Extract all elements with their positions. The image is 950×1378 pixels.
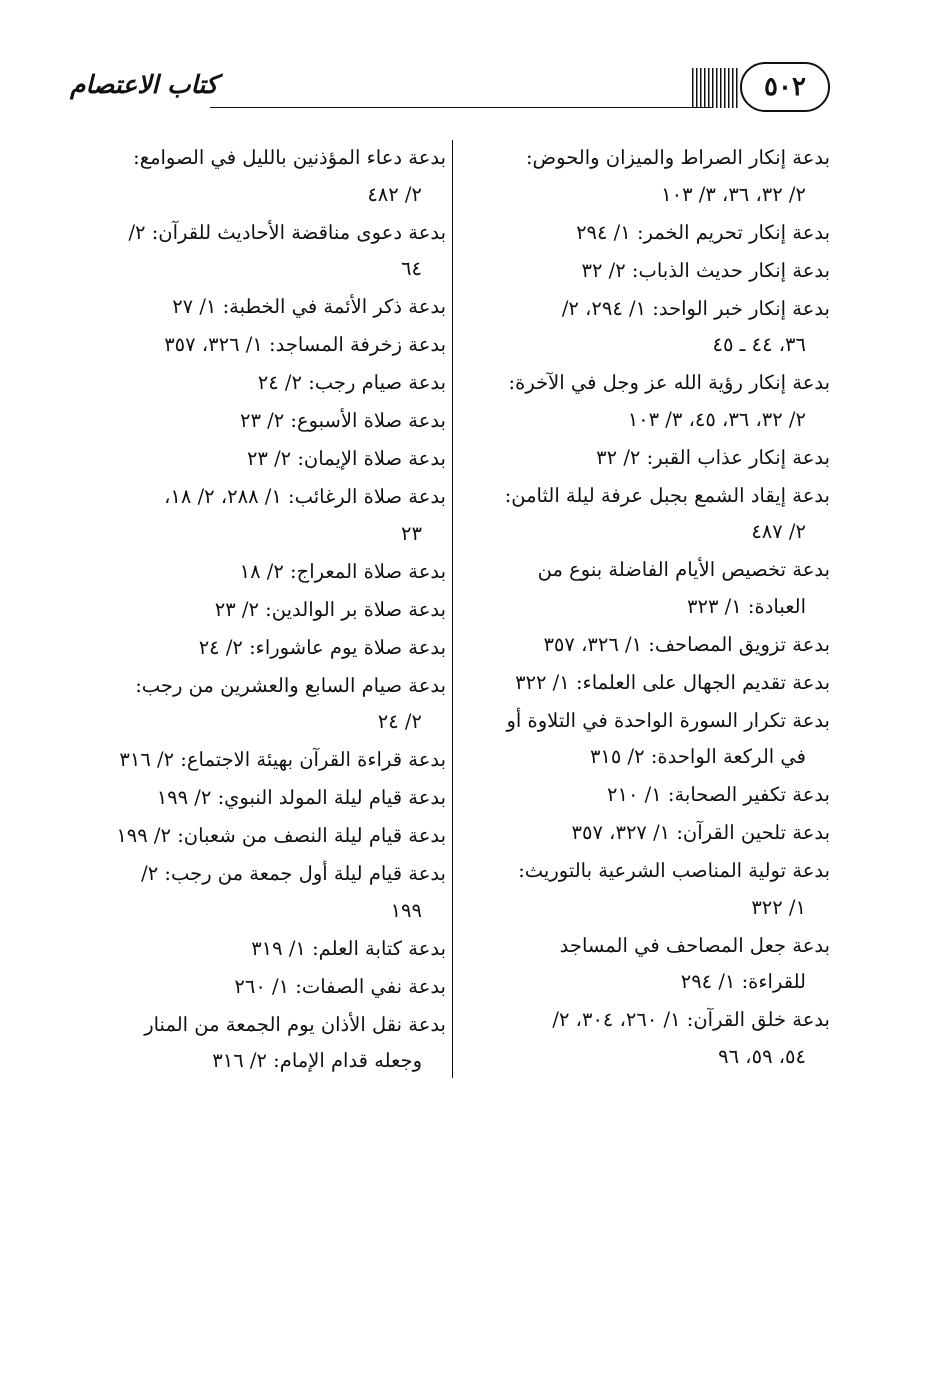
index-entry-text: بدعة خلق القرآن: ١/ ٢٦٠، ٣٠٤، ٢/: [552, 1008, 830, 1031]
index-entry: [452, 440, 830, 477]
index-entry: [68, 554, 446, 591]
index-entry-text: بدعة صلاة الإيمان: ٢/ ٢٣: [246, 447, 446, 470]
index-entry-continuation: ٢/ ٣٢، ٣٦، ٣/ ١٠٣: [661, 182, 806, 206]
index-entry: [68, 668, 446, 741]
index-entry-text: بدعة إنكار حديث الذباب: ٢/ ٣٢: [581, 258, 830, 282]
index-entry: [452, 215, 830, 252]
index-entry-text: بدعة زخرفة المساجد: ١/ ٣٢٦، ٣٥٧: [164, 333, 446, 356]
index-entry: [452, 928, 830, 1001]
index-entry-continuation: ٢/ ٤٨٢: [367, 182, 422, 206]
index-entry-text: بدعة تولية المناصب الشرعية بالتوريث:: [518, 859, 830, 882]
index-column-left: [68, 140, 446, 1081]
index-entry: [452, 815, 830, 852]
index-entry-text: بدعة قراءة القرآن بهيئة الاجتماع: ٢/ ٣١٦: [119, 748, 446, 771]
index-entry-text: بدعة قيام ليلة أول جمعة من رجب: ٢/: [141, 862, 446, 885]
index-entry-continuation: ٢/ ٣٢، ٣٦، ٤٥، ٣/ ١٠٣: [627, 407, 806, 431]
index-entry: [68, 1007, 446, 1080]
index-entry-text: بدعة كتابة العلم: ١/ ٣١٩: [251, 936, 446, 960]
index-entry-continuation: للقراءة: ١/ ٢٩٤: [680, 970, 806, 993]
index-entry-text: بدعة ذكر الأئمة في الخطبة: ١/ ٢٧: [172, 295, 446, 318]
page-header: [70, 62, 830, 112]
index-entry-text: بدعة إيقاد الشمع بجبل عرفة ليلة الثامن:: [504, 483, 830, 507]
index-entry-continuation: وجعله قدام الإمام: ٢/ ٣١٦: [212, 1049, 422, 1072]
index-entry: [452, 291, 830, 364]
index-entry: [68, 856, 446, 929]
index-entry-text: بدعة صلاة الرغائب: ١/ ٢٨٨، ٢/ ١٨،: [164, 485, 446, 508]
index-entry: [452, 627, 830, 664]
index-entry-text: بدعة صلاة بر الوالدين: ٢/ ٢٣: [214, 597, 446, 621]
index-entry: [68, 818, 446, 855]
book-title: كتاب الاعتصام: [70, 70, 218, 99]
index-entry-text: بدعة دعوى مناقضة الأحاديث للقرآن: ٢/: [128, 220, 446, 244]
index-entry-text: بدعة إنكار الصراط والميزان والحوض:: [525, 146, 830, 169]
index-entry-continuation: ٢/ ٢٤: [377, 710, 422, 733]
index-entry: [68, 592, 446, 629]
index-entry-continuation: ٢/ ٤٨٧: [751, 520, 806, 543]
index-entry: [68, 327, 446, 364]
index-entry-text: بدعة صلاة المعراج: ٢/ ١٨: [239, 559, 446, 583]
index-entry-continuation: ٣٦، ٤٤ ـ ٤٥: [712, 333, 806, 356]
index-entry: [68, 780, 446, 817]
index-entry: [68, 215, 446, 288]
index-entry-continuation: في الركعة الواحدة: ٢/ ٣١٥: [589, 745, 806, 768]
index-entry-text: بدعة إنكار رؤية الله عز وجل في الآخرة:: [508, 371, 830, 394]
index-entry-text: بدعة قيام ليلة النصف من شعبان: ٢/ ١٩٩: [116, 824, 446, 847]
page-number: ٥٠٢: [740, 62, 830, 112]
index-entry-continuation: ٦٤: [401, 257, 422, 280]
index-entry: [452, 1002, 830, 1075]
index-entry-text: بدعة إنكار عذاب القبر: ٢/ ٣٢: [596, 445, 830, 469]
index-entry-text: بدعة إنكار خبر الواحد: ١/ ٢٩٤، ٢/: [561, 296, 830, 320]
index-entry-text: بدعة قيام ليلة المولد النبوي: ٢/ ١٩٩: [156, 786, 446, 809]
index-entry: [452, 665, 830, 702]
index-entry-continuation: ٢٣: [401, 521, 422, 545]
index-entry: [68, 365, 446, 402]
header-rule: [210, 107, 712, 108]
index-entry-text: بدعة صلاة يوم عاشوراء: ٢/ ٢٤: [198, 635, 446, 659]
index-entry-text: بدعة دعاء المؤذنين بالليل في الصوامع:: [133, 146, 446, 169]
header-ornament: [692, 68, 738, 108]
index-column-right: [452, 140, 830, 1077]
index-entry: [452, 777, 830, 814]
index-entry-text: بدعة إنكار تحريم الخمر: ١/ ٢٩٤: [576, 220, 830, 244]
index-entry-text: بدعة تقديم الجهال على العلماء: ١/ ٣٢٢: [515, 670, 830, 694]
index-entry-continuation: ٥٤، ٥٩، ٩٦: [718, 1044, 806, 1068]
index-entry: [452, 140, 830, 213]
index-entry-continuation: ١/ ٣٢٢: [751, 895, 806, 919]
index-entry: [68, 931, 446, 968]
index-entry: [452, 365, 830, 438]
index-entry: [68, 140, 446, 213]
index-entry: [68, 441, 446, 478]
index-entry: [452, 478, 830, 551]
index-entry-continuation: العبادة: ١/ ٣٢٣: [687, 594, 806, 618]
index-entry-text: بدعة تلحين القرآن: ١/ ٣٢٧، ٣٥٧: [571, 821, 830, 844]
index-entry-text: بدعة صيام رجب: ٢/ ٢٤: [257, 371, 446, 394]
index-entry-text: بدعة تكرار السورة الواحدة في التلاوة أو: [506, 708, 830, 732]
index-entry: [452, 703, 830, 776]
index-entry: [68, 969, 446, 1006]
index-entry-text: بدعة نقل الأذان يوم الجمعة من المنار: [144, 1012, 446, 1036]
index-entry: [68, 289, 446, 326]
index-entry-text: بدعة جعل المصاحف في المساجد: [559, 933, 830, 957]
index-entry: [68, 479, 446, 552]
index-entry: [68, 742, 446, 779]
index-entry-continuation: ١٩٩: [390, 898, 422, 922]
index-entry-text: بدعة تخصيص الأيام الفاضلة بنوع من: [537, 558, 830, 581]
index-entry: [68, 630, 446, 667]
index-entry-text: بدعة صيام السابع والعشرين من رجب:: [135, 673, 446, 697]
index-entry: [452, 253, 830, 290]
index-entry: [452, 853, 830, 926]
index-entry: [68, 403, 446, 440]
index-entry-text: بدعة صلاة الأسبوع: ٢/ ٢٣: [239, 409, 446, 432]
index-entry-text: بدعة تزويق المصاحف: ١/ ٣٢٦، ٣٥٧: [543, 632, 830, 656]
index-entry: [452, 552, 830, 625]
index-entry-text: بدعة تكفير الصحابة: ١/ ٢١٠: [607, 783, 830, 806]
index-entry-text: بدعة نفي الصفات: ١/ ٢٦٠: [234, 974, 446, 998]
